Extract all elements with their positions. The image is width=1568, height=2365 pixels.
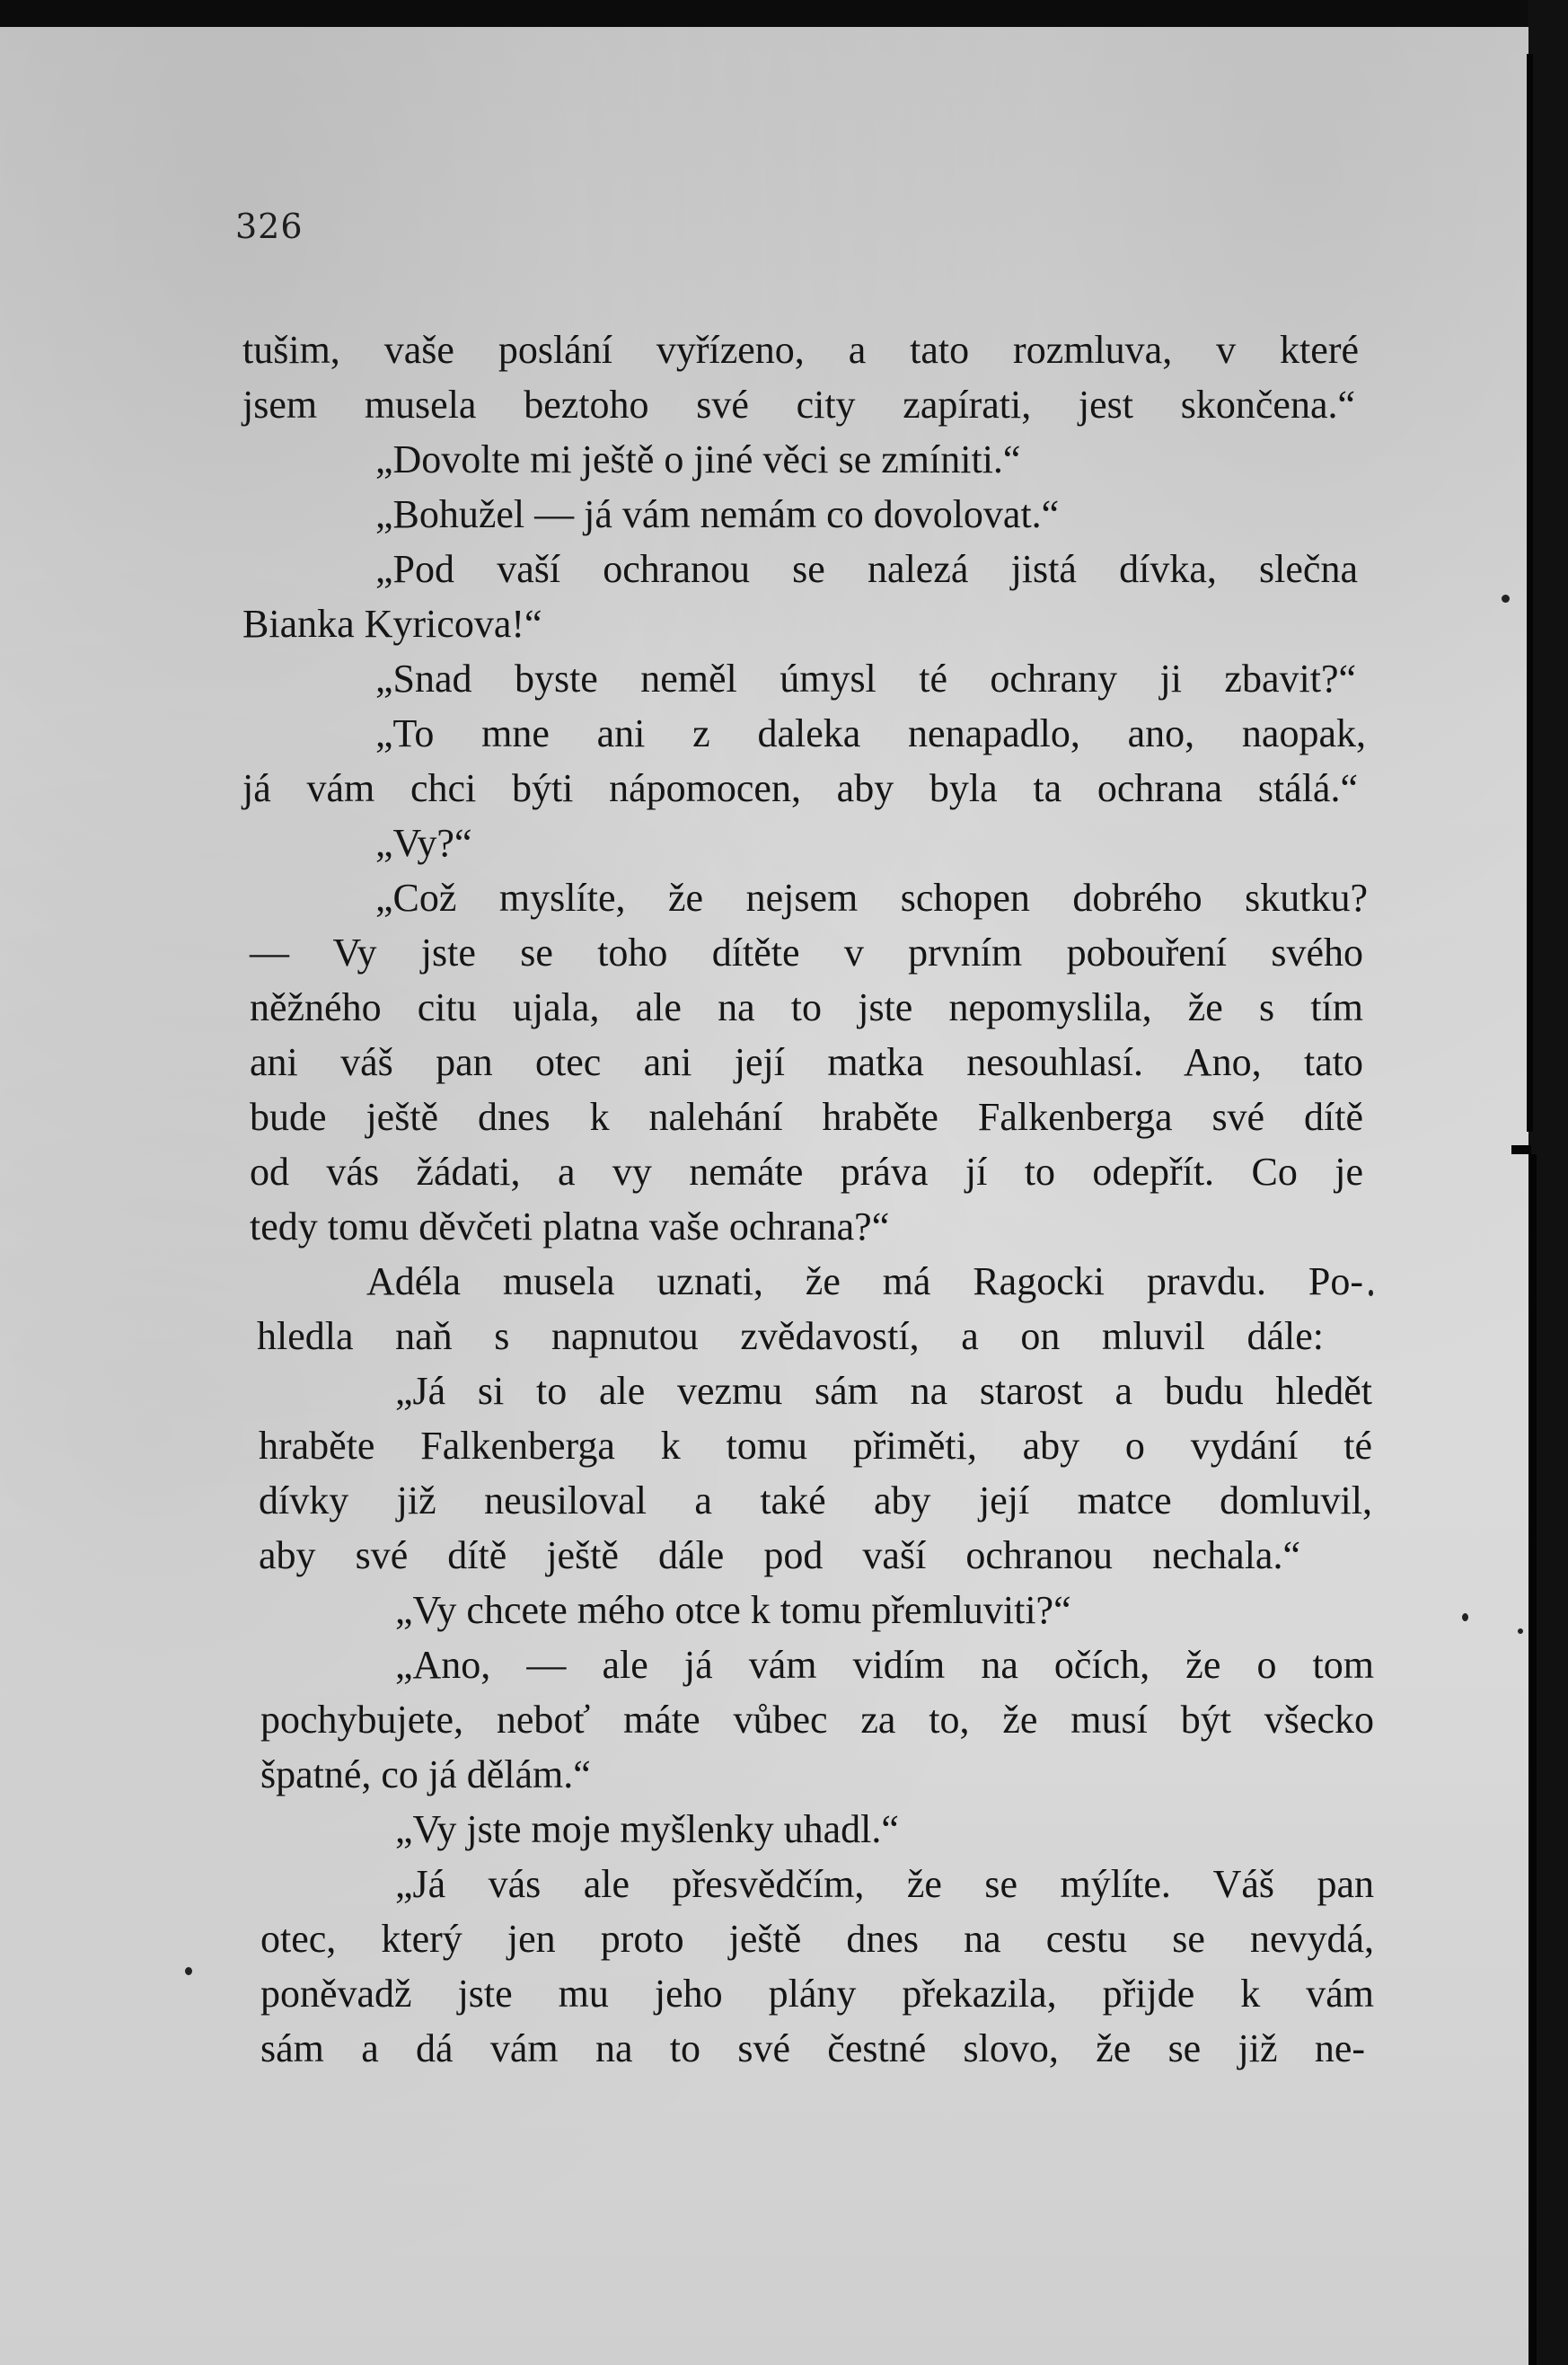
text-line: „Ano, — ale já vám vidím na očích, že o tom: [395, 1643, 1374, 1687]
binding-rule: [1528, 1154, 1537, 2365]
text-line: něžného citu ujala, ale na to jste nepomyslila, že s tím: [250, 985, 1363, 1029]
text-line: Bianka Kyricova!“: [242, 602, 542, 646]
text-line: poněvadž jste mu jeho plány překazila, přijde k vám: [260, 1972, 1374, 2016]
text-line: „Vy jste moje myšlenky uhadl.“: [395, 1807, 899, 1851]
text-line: jsem musela beztoho své city zapírati, jest skončena.“: [242, 383, 1355, 427]
text-line: „Já vás ale přesvědčím, že se mýlíte. Váš pan: [395, 1862, 1374, 1906]
text-line: pochybujete, neboť máte vůbec za to, že musí být všecko: [260, 1698, 1374, 1742]
text-line: „Dovolte mi ještě o jiné věci se zmíniti.“: [375, 437, 1021, 481]
paper-speck: [185, 1967, 192, 1975]
text-line: „Vy?“: [375, 821, 472, 865]
text-line: dívky již neusiloval a také aby její matce domluvil,: [259, 1478, 1372, 1522]
text-line: hledla naň s napnutou zvědavostí, a on mluvil dále:: [257, 1314, 1324, 1358]
text-line: otec, který jen proto ještě dnes na cestu se nevydá,: [260, 1917, 1374, 1961]
page-text: [0, 27, 1528, 2365]
page-number: 326: [235, 207, 304, 246]
book-page: [0, 27, 1528, 2365]
text-line: hraběte Falkenberga k tomu přiměti, aby o vydání té: [259, 1424, 1372, 1468]
text-line: špatné, co já dělám.“: [260, 1752, 591, 1796]
text-line: — Vy jste se toho dítěte v prvním pobouření svého: [250, 931, 1363, 975]
binding-rule: [1527, 54, 1533, 1132]
text-line: Adéla musela uznati, že má Ragocki pravdu. Po-: [366, 1259, 1363, 1303]
text-line: „Já si to ale vezmu sám na starost a budu hledět: [395, 1369, 1372, 1413]
text-line: „Snad byste neměl úmysl té ochrany ji zbavit?“: [375, 657, 1356, 701]
text-line: „Bohužel — já vám nemám co dovolovat.“: [375, 492, 1060, 536]
text-line: aby své dítě ještě dále pod vaší ochranou nechala.“: [259, 1533, 1300, 1577]
paper-speck: [1518, 1628, 1523, 1634]
text-line: tušim, vaše poslání vyřízeno, a tato rozmluva, v které: [242, 328, 1359, 372]
binding-rule: [1511, 1145, 1531, 1154]
paper-speck: [1462, 1613, 1468, 1621]
text-line: ani váš pan otec ani její matka nesouhlasí. Ano, tato: [250, 1040, 1363, 1084]
text-line: bude ještě dnes k nalehání hraběte Falkenberga své dítě: [250, 1095, 1363, 1139]
text-line: tedy tomu děvčeti platna vaše ochrana?“: [250, 1205, 890, 1249]
text-line: „Což myslíte, že nejsem schopen dobrého skutku?: [375, 876, 1368, 920]
text-line: od vás žádati, a vy nemáte práva jí to odepřít. Co je: [250, 1150, 1363, 1194]
text-line: sám a dá vám na to své čestné slovo, že se již ne-: [260, 2026, 1365, 2070]
paper-speck: [1502, 595, 1510, 603]
text-line: „Vy chcete mého otce k tomu přemluviti?“: [395, 1588, 1071, 1632]
text-line: já vám chci býti nápomocen, aby byla ta ochrana stálá.“: [242, 766, 1358, 810]
text-line: „Pod vaší ochranou se nalezá jistá dívka, slečna: [375, 547, 1358, 591]
paper-speck: [1369, 1290, 1373, 1296]
text-line: „To mne ani z daleka nenapadlo, ano, naopak,: [375, 711, 1366, 755]
